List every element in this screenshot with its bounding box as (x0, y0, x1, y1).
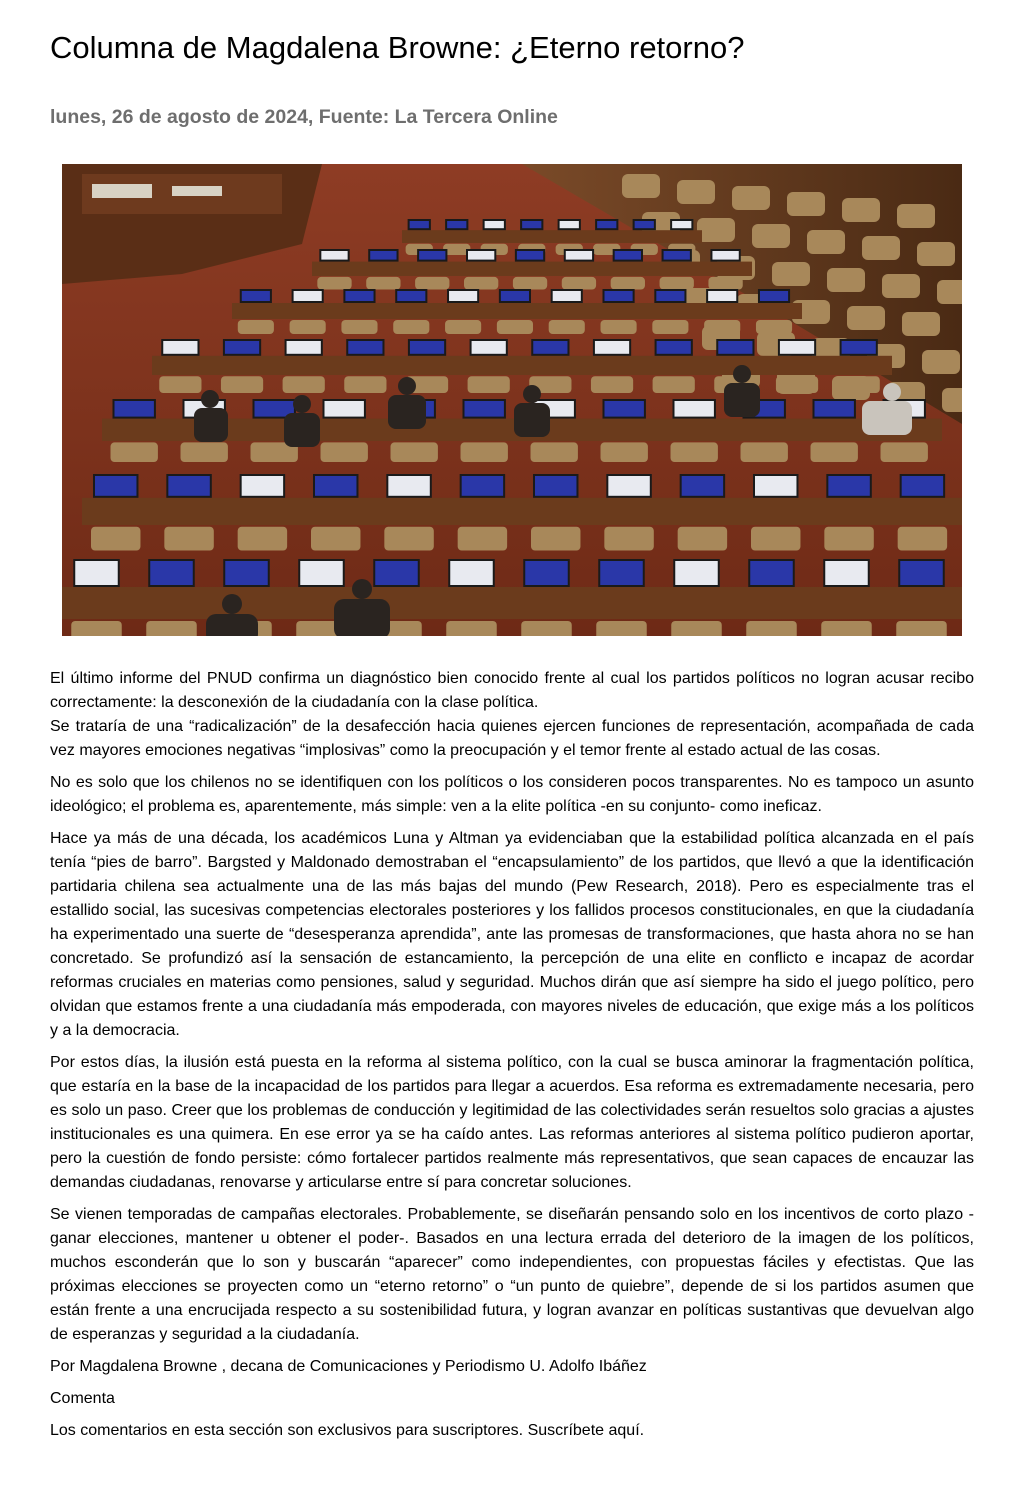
article-title: Columna de Magdalena Browne: ¿Eterno retorno? (50, 30, 745, 65)
article-paragraph: Se trataría de una “radicalización” de la desafección hacia quienes ejercen funciones de representación, acompañada de cada vez mayores emociones negativas “implosivas” como la preocupación y el temor frente al estado actual de las cosas. (50, 718, 974, 759)
article-byline: Por Magdalena Browne , decana de Comunicaciones y Periodismo U. Adolfo Ibáñez (50, 1358, 647, 1375)
article-body (50, 667, 974, 1451)
comments-heading: Comenta (50, 1390, 115, 1407)
article-paragraph: El último informe del PNUD confirma un diagnóstico bien conocido frente al cual los partidos políticos no logran acusar recibo correctamente: la desconexión de la ciudadanía con la clase política. (50, 670, 974, 711)
article-date-source: lunes, 26 de agosto de 2024, Fuente: La Tercera Online (50, 106, 558, 128)
comments-note-text: Los comentarios en esta sección son exclusivos para suscriptores. (50, 1422, 528, 1439)
article-paragraph: Hace ya más de una década, los académicos Luna y Altman ya evidenciaban que la estabilidad política alcanzada en el país tenía “pies de barro”. Bargsted y Maldonado demostraban el “encapsulamiento” de los partidos, que llevó a que la identificación partidaria chilena sea actualmente una de las más bajas del mundo (Pew Research, 2018). Pero es especialmente tras el estallido social, las sucesivas competencias electorales posteriores y los fallidos procesos constitucionales, en que la ciudadanía ha experimentado una suerte de “desesperanza aprendida”, ante las promesas de transformaciones, que hasta ahora no se han concretado. Se profundizó así la sensación de estancamiento, la percepción de una elite en conflicto e incapaz de acordar reformas cruciales en materias como pensiones, salud y seguridad. Muchos dirán que así siempre ha sido el juego político, pero olvidan que estamos frente a una ciudadanía más empoderada, con mayores niveles de educación, que exige más a los políticos y a la democracia. (50, 830, 974, 1039)
article-paragraph: Por estos días, la ilusión está puesta en la reforma al sistema político, con la cual se busca aminorar la fragmentación política, que estaría en la base de la incapacidad de los partidos para llegar a acuerdos. Esa reforma es extremadamente necesaria, pero es solo un paso. Creer que los problemas de conducción y legitimidad de las colectividades serán resueltos solo gracias a ajustes institucionales es una quimera. En ese error ya se ha caído antes. Las reformas anteriores al sistema político pudieron aportar, pero la cuestión de fondo persiste: cómo fortalecer partidos realmente más representativos, que sean capaces de encauzar las demandas ciudadanas, renovarse y articularse entre sí para concretar soluciones. (50, 1054, 974, 1191)
subscribe-link[interactable]: Suscríbete aquí. (527, 1422, 645, 1439)
chamber-photo-illustration (62, 164, 962, 636)
comments-note (50, 1419, 974, 1443)
article-paragraph: No es solo que los chilenos no se identifiquen con los políticos o los consideren pocos transparentes. No es tampoco un asunto ideológico; el problema es, aparentemente, más simple: ven a la elite política -en su conjunto- como ineficaz. (50, 774, 974, 815)
article-photo (62, 164, 962, 636)
article-paragraph: Se vienen temporadas de campañas electorales. Probablemente, se diseñarán pensando solo en los incentivos de corto plazo -ganar elecciones, mantener u obtener el poder-. Basados en una lectura errada del deterioro de la imagen de los políticos, muchos esconderán que lo son y buscarán “aparecer” como independientes, con propuestas fáciles y efectistas. Que las próximas elecciones se proyecten como un “eterno retorno” o “un punto de quiebre”, depende de si los partidos asumen que están frente a una encrucijada respecto a su sostenibilidad futura, y logran avanzar en políticas sustantivas que devuelvan algo de esperanzas y seguridad a la ciudadanía. (50, 1206, 974, 1343)
